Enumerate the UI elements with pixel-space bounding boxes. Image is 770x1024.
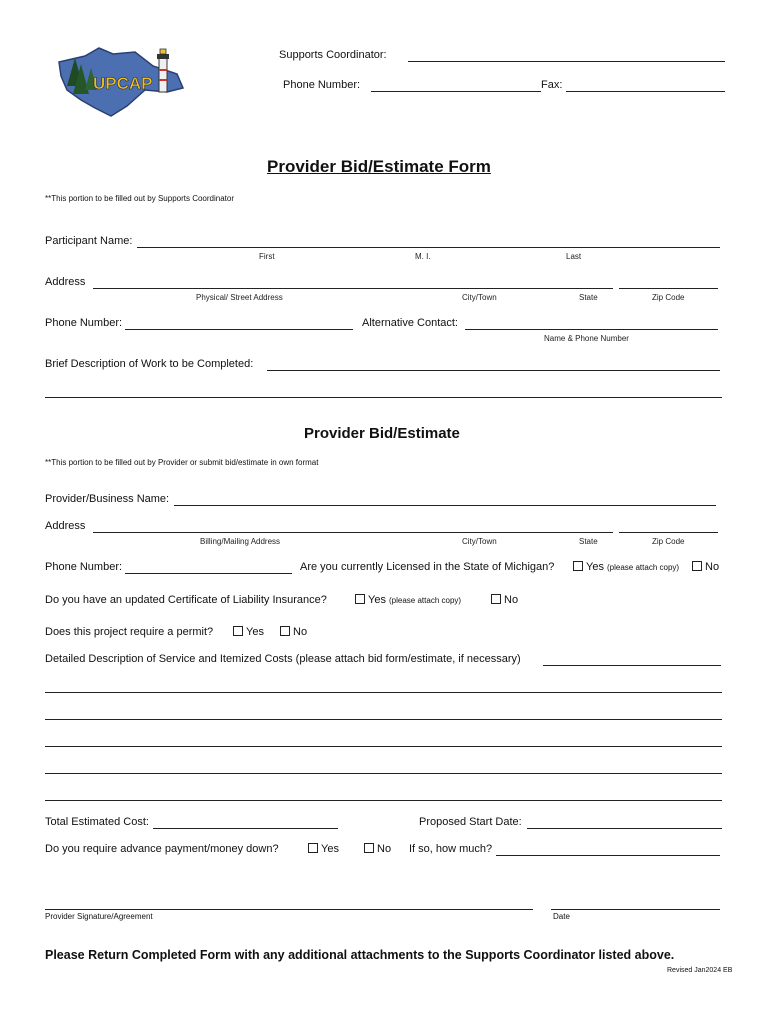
permit-no-checkbox[interactable] [280, 626, 290, 636]
sub-zip: Zip Code [652, 293, 685, 302]
participant-name-field[interactable] [137, 247, 720, 248]
provider-phone-label: Phone Number: [45, 561, 123, 573]
provider-sub-state: State [579, 537, 598, 546]
insurance-no-checkbox[interactable] [491, 594, 501, 604]
detailed-field-1[interactable] [543, 665, 721, 666]
how-much-field[interactable] [496, 855, 720, 856]
start-date-label: Proposed Start Date: [419, 816, 522, 828]
sub-first: First [259, 252, 275, 261]
provider-zip-field[interactable] [619, 532, 718, 533]
revised-note: Revised Jan2024 EB [667, 967, 733, 974]
date-label: Date [553, 912, 570, 921]
licensed-attach-note: (please attach copy) [607, 563, 680, 572]
business-label: Provider/Business Name: [45, 493, 170, 505]
licensed-no-checkbox[interactable] [692, 561, 702, 571]
address-label: Address [45, 276, 86, 288]
brief-field[interactable] [267, 370, 720, 371]
sub-last: Last [566, 252, 582, 261]
supports-coordinator-field[interactable] [408, 61, 725, 62]
insurance-attach-note: (please attach copy) [389, 596, 462, 605]
phone-label: Phone Number: [45, 317, 123, 329]
advance-yes-option[interactable] [308, 843, 339, 855]
permit-no-label: No [293, 626, 308, 638]
signature-label: Provider Signature/Agreement [45, 912, 153, 921]
insurance-yes-label: Yes [368, 594, 386, 606]
advance-yes-label: Yes [321, 843, 339, 855]
provider-address-field[interactable] [93, 532, 613, 533]
provider-sub-zip: Zip Code [652, 537, 685, 546]
detailed-field-3[interactable] [45, 719, 722, 720]
sub-name-phone: Name & Phone Number [544, 334, 629, 343]
insurance-no-label: No [504, 594, 519, 606]
insurance-question: Do you have an updated Certificate of Liability Insurance? [45, 594, 327, 606]
zip-field[interactable] [619, 288, 718, 289]
advance-question: Do you require advance payment/money down? [45, 843, 279, 855]
alt-contact-field[interactable] [465, 329, 718, 330]
header-phone-label: Phone Number: [283, 79, 361, 91]
detailed-field-6[interactable] [45, 800, 722, 801]
advance-no-checkbox[interactable] [364, 843, 374, 853]
insurance-yes-checkbox[interactable] [355, 594, 365, 604]
detailed-field-4[interactable] [45, 746, 722, 747]
logo-text: UPCAP [93, 74, 153, 93]
signature-field[interactable] [45, 909, 533, 910]
permit-yes-option[interactable] [233, 626, 264, 638]
header-phone-field[interactable] [371, 91, 541, 92]
licensed-no-label: No [705, 561, 720, 573]
detailed-field-5[interactable] [45, 773, 722, 774]
supports-coordinator-label: Supports Coordinator: [279, 49, 387, 61]
sub-mi: M. I. [415, 252, 431, 261]
advance-yes-checkbox[interactable] [308, 843, 318, 853]
permit-question: Does this project require a permit? [45, 626, 214, 638]
how-much-label: If so, how much? [409, 843, 493, 855]
licensed-question: Are you currently Licensed in the State of Michigan? [300, 561, 555, 573]
licensed-yes-label: Yes [586, 561, 604, 573]
provider-sub-city: City/Town [462, 537, 497, 546]
advance-no-label: No [377, 843, 392, 855]
sub-physical: Physical/ Street Address [196, 293, 283, 302]
provider-phone-field[interactable] [125, 573, 292, 574]
header-fax-label: Fax: [541, 79, 563, 91]
alt-contact-label: Alternative Contact: [362, 317, 458, 329]
total-cost-label: Total Estimated Cost: [45, 816, 149, 828]
brief-field-2[interactable] [45, 397, 722, 398]
header-fax-field[interactable] [566, 91, 725, 92]
start-date-field[interactable] [527, 828, 722, 829]
form-title: Provider Bid/Estimate Form [267, 157, 491, 176]
coordinator-note: **This portion to be filled out by Supports Coordinator [45, 194, 234, 203]
insurance-no-option[interactable] [491, 594, 518, 606]
provider-note: **This portion to be filled out by Provider or submit bid/estimate in own format [45, 458, 319, 467]
licensed-no-option[interactable] [692, 561, 719, 573]
date-field[interactable] [551, 909, 720, 910]
insurance-yes-option[interactable] [355, 594, 461, 606]
total-cost-field[interactable] [153, 828, 338, 829]
upcap-logo [55, 44, 187, 120]
return-instructions: Please Return Completed Form with any additional attachments to the Supports Coordinator listed above. [45, 948, 675, 962]
provider-address-label: Address [45, 520, 86, 532]
provider-title: Provider Bid/Estimate [304, 425, 460, 442]
licensed-yes-option[interactable] [573, 561, 679, 573]
brief-label: Brief Description of Work to be Completed: [45, 358, 254, 370]
advance-no-option[interactable] [364, 843, 391, 855]
sub-state: State [579, 293, 598, 302]
business-field[interactable] [174, 505, 716, 506]
permit-no-option[interactable] [280, 626, 307, 638]
licensed-yes-checkbox[interactable] [573, 561, 583, 571]
detailed-field-2[interactable] [45, 692, 722, 693]
phone-field[interactable] [125, 329, 353, 330]
permit-yes-label: Yes [246, 626, 264, 638]
detailed-label: Detailed Description of Service and Itemized Costs (please attach bid form/estimate, if necessary) [45, 653, 521, 665]
permit-yes-checkbox[interactable] [233, 626, 243, 636]
sub-billing: Billing/Mailing Address [200, 537, 281, 546]
participant-label: Participant Name: [45, 235, 133, 247]
sub-city: City/Town [462, 293, 497, 302]
address-field[interactable] [93, 288, 613, 289]
